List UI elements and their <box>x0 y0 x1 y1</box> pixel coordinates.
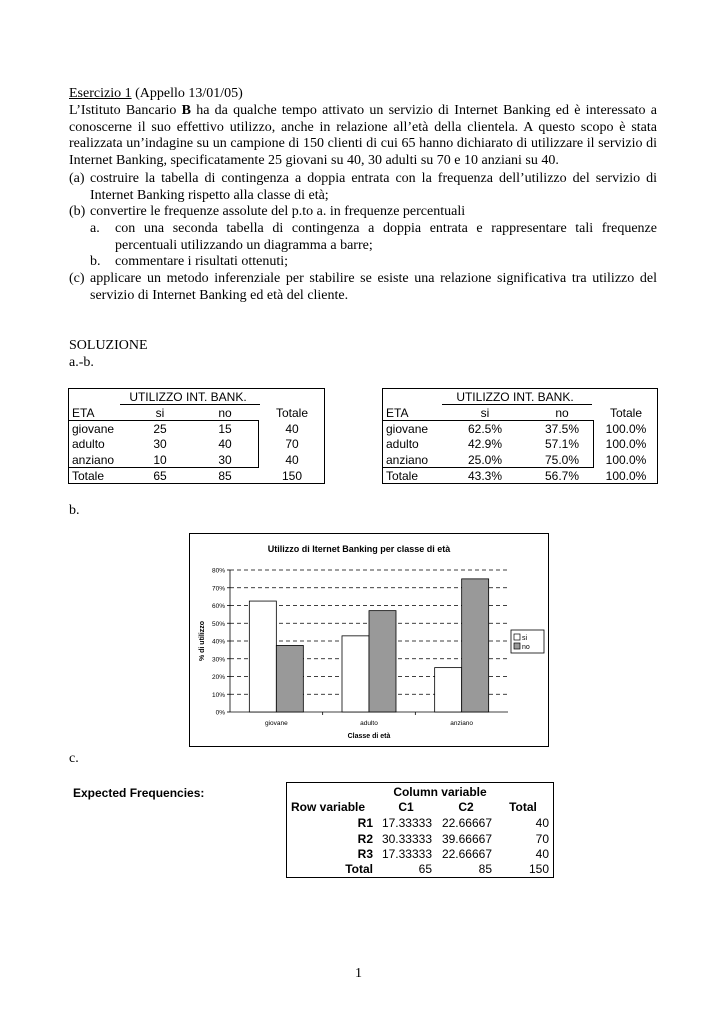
bar-no-adulto <box>369 611 396 712</box>
bar-si-anziano <box>435 668 462 712</box>
table-cell: 15 <box>218 422 232 436</box>
table-cell: 25 <box>153 422 167 436</box>
item-b-marker: (b) <box>69 204 86 219</box>
y-tick-label: 70% <box>211 585 225 593</box>
col-header-eta: ETA <box>72 406 95 420</box>
table-cell: 65 <box>153 469 167 483</box>
col-header-si: si <box>480 406 490 420</box>
exercise-intro: L’Istituto Bancario B ha da qualche tempo attivato un servizio di Internet Banking ed è interessato a conoscerne il suo effettivo utilizzo, anche in relazione all’età della clientela. A questo scopo è stata realizzata un’indagine su un campione di 150 clienti di cui 65 hanno dichiarato di utilizzare il servizio di Internet Banking, specificatamente 25 giovani su 40, 30 adulti su 70 e 10 anziani su 40. <box>69 103 657 168</box>
row-label: adulto <box>386 437 419 451</box>
table-cell: 42.9% <box>467 437 503 451</box>
table-cell: 40 <box>535 847 549 861</box>
y-tick-label: 20% <box>211 674 225 681</box>
column-variable-header: Column variable <box>393 785 487 799</box>
col-header-eta: ETA <box>386 406 409 420</box>
table-cell: 30 <box>218 453 232 467</box>
table-cell: 30 <box>153 437 167 451</box>
exercise-heading <box>69 86 657 103</box>
row-label: anziano <box>386 453 429 467</box>
y-tick-label: 80% <box>211 567 225 575</box>
col-header-totale: Totale <box>275 406 309 420</box>
subitem-b-text: commentare i risultati ottenuti; <box>115 254 289 269</box>
legend-swatch-no <box>514 643 520 649</box>
part-c-label: c. <box>69 751 79 766</box>
y-tick-label: 0% <box>215 709 225 717</box>
table-cell: 10 <box>153 453 167 467</box>
x-tick-label: giovane <box>264 720 288 727</box>
exercise-date: (Appello 13/01/05) <box>131 86 243 101</box>
table-cell: 40 <box>285 422 299 436</box>
x-axis-label: Classe di età <box>347 733 391 740</box>
part-b-label: b. <box>69 503 80 518</box>
col-header-totale: Totale <box>609 406 643 420</box>
row-label: R3 <box>357 847 373 861</box>
table-cell: 37.5% <box>544 422 580 436</box>
item-c-marker: (c) <box>69 271 85 286</box>
table-cell: 43.3% <box>467 469 503 483</box>
table-cell: 100.0% <box>605 453 647 467</box>
item-b-text: convertire le frequenze assolute del p.to a. in frequenze percentuali <box>90 204 466 219</box>
table-cell: 100.0% <box>605 469 647 483</box>
table-cell: 100.0% <box>605 437 647 451</box>
item-a-text: costruire la tabella di contingenza a doppia entrata con la frequenza dell’utilizzo del servizio di Internet Banking rispetto alla classe di età; <box>90 171 657 203</box>
bar-chart <box>189 533 549 747</box>
subitem-b-marker: b. <box>90 254 101 269</box>
table-cell: 150 <box>528 862 549 876</box>
row-label: giovane <box>72 422 115 436</box>
bar-si-giovane <box>249 601 276 712</box>
table-cell: 22.66667 <box>441 816 492 830</box>
row-label: adulto <box>72 437 105 451</box>
row-label: Totale <box>72 469 105 483</box>
row-label: R1 <box>357 816 373 830</box>
legend-label-si: si <box>522 635 528 642</box>
group-header-rule <box>442 404 592 405</box>
subitem-a-text: con una seconda tabella di contingenza a doppia entrata e rappresentare tali frequenze percentuali utilizzando un diagramma a barre; <box>115 221 657 253</box>
table-cell: 17.33333 <box>381 816 432 830</box>
bar-no-anziano <box>462 579 489 712</box>
part-ab-label: a.-b. <box>69 355 94 370</box>
table-cell: 40 <box>535 816 549 830</box>
table-cell: 40 <box>218 437 232 451</box>
legend-swatch-si <box>514 634 520 640</box>
table-cell: 65 <box>418 862 432 876</box>
row-label: Total <box>345 862 373 876</box>
y-tick-label: 50% <box>211 620 225 628</box>
expected-frequencies-label: Expected Frequencies: <box>73 786 205 800</box>
table-cell: 22.66667 <box>441 847 492 861</box>
col-header-no: no <box>218 406 232 420</box>
y-tick-label: 10% <box>211 691 225 699</box>
col-header-no: no <box>555 406 569 420</box>
table-cell: 62.5% <box>467 422 503 436</box>
bar-si-adulto <box>342 636 369 712</box>
col-header-si: si <box>155 406 165 420</box>
table-cell: 85 <box>218 469 232 483</box>
y-tick-label: 60% <box>211 603 225 610</box>
col-header-c2: C2 <box>458 800 474 814</box>
col-header-c1: C1 <box>398 800 414 814</box>
row-label: giovane <box>386 422 429 436</box>
page-number: 1 <box>355 966 362 981</box>
table-cell: 25.0% <box>467 453 503 467</box>
y-tick-label: 30% <box>211 656 225 664</box>
table-cell: 57.1% <box>544 437 580 451</box>
x-tick-label: adulto <box>360 720 378 727</box>
row-variable-header: Row variable <box>291 800 366 814</box>
table-cell: 150 <box>281 469 303 483</box>
row-label: Totale <box>386 469 419 483</box>
y-tick-label: 40% <box>211 638 225 646</box>
y-axis-label: % di utilizzo <box>199 620 206 662</box>
row-label: anziano <box>72 453 115 467</box>
item-a-marker: (a) <box>69 171 85 186</box>
table-cell: 56.7% <box>544 469 580 483</box>
table-cell: 85 <box>478 862 492 876</box>
bar-no-giovane <box>276 645 303 712</box>
chart-title: Utilizzo di Iternet Banking per classe di età <box>267 544 451 554</box>
legend-label-no: no <box>522 644 530 651</box>
table-cell: 30.33333 <box>381 832 432 846</box>
row-label: R2 <box>357 832 373 846</box>
table-cell: 39.66667 <box>441 832 492 846</box>
table-absolute-group-header: UTILIZZO INT. BANK. <box>129 390 247 404</box>
col-header-total: Total <box>509 800 537 814</box>
table-percent-group-header: UTILIZZO INT. BANK. <box>456 390 574 404</box>
table-cell: 70 <box>285 437 299 451</box>
table-cell: 17.33333 <box>381 847 432 861</box>
exercise-title: Esercizio 1 <box>69 86 132 101</box>
table-cell: 70 <box>535 832 549 846</box>
table-cell: 100.0% <box>605 422 647 436</box>
table-cell: 75.0% <box>544 453 580 467</box>
item-c-text: applicare un metodo inferenziale per stabilire se esiste una relazione significativa tra utilizzo del servizio di Internet Banking ed età del cliente. <box>90 271 657 303</box>
solution-heading: SOLUZIONE <box>69 338 148 353</box>
subitem-a-marker: a. <box>90 221 100 236</box>
x-tick-label: anziano <box>450 720 474 727</box>
table-cell: 40 <box>285 453 299 467</box>
group-header-rule <box>120 404 260 405</box>
